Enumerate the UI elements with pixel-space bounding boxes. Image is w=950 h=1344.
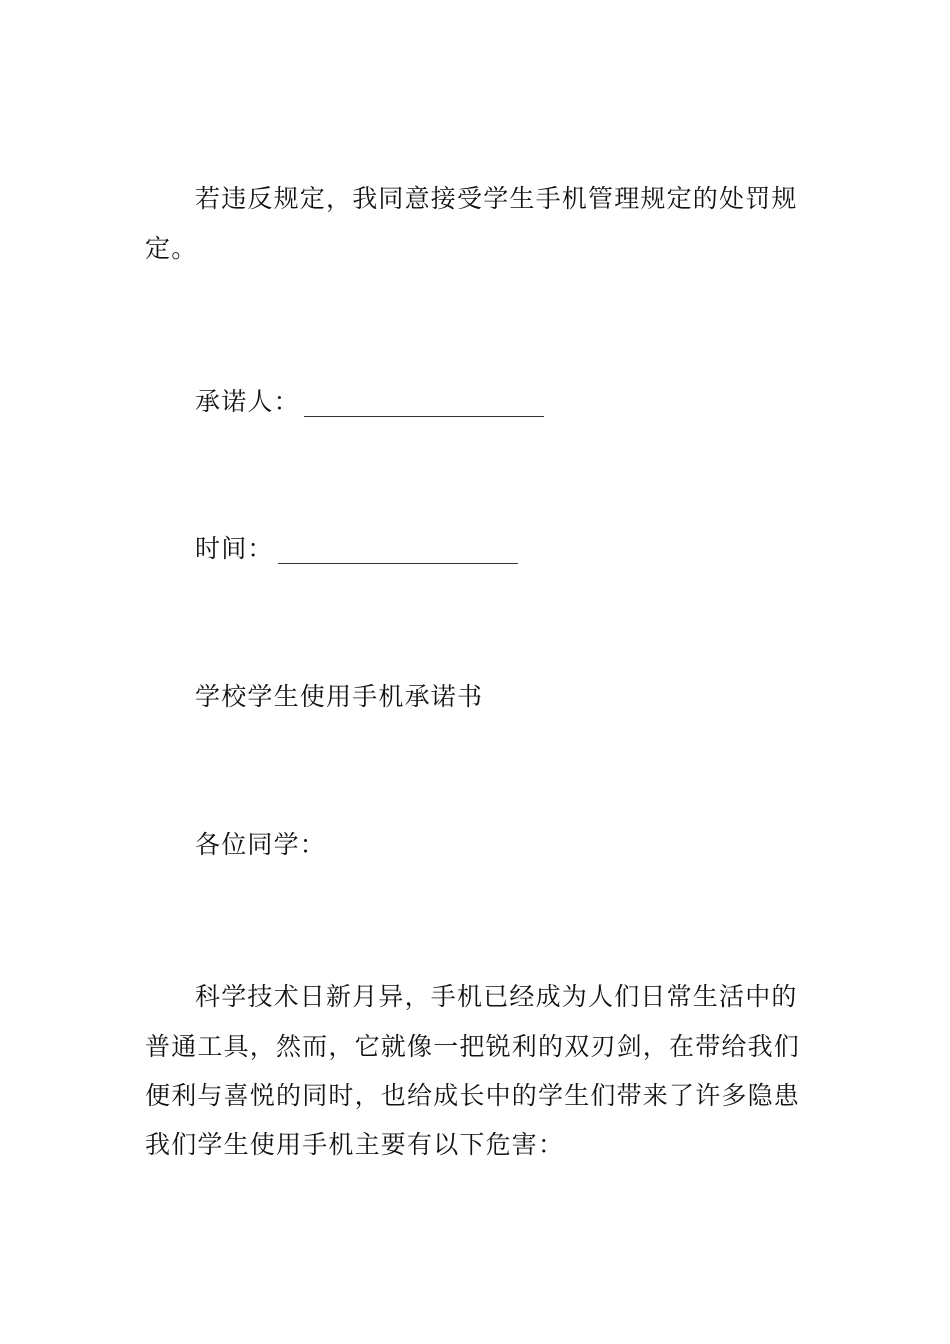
salutation: 各位同学： (195, 830, 327, 859)
time-blank[interactable] (278, 541, 518, 564)
time-row (195, 534, 865, 564)
promisor-label: 承诺人： (195, 387, 300, 416)
paragraph-2-line-2: 普通工具，然而，它就像一把锐利的双刃剑，在带给我们 (145, 1032, 801, 1061)
document-heading: 学校学生使用手机承诺书 (195, 682, 484, 711)
paragraph-1-line-2: 定。 (145, 234, 198, 263)
time-label: 时间： (195, 534, 274, 563)
paragraph-2-line-1: 科学技术日新月异，手机已经成为人们日常生活中的 (195, 982, 798, 1011)
promisor-row (195, 387, 865, 417)
paragraph-2-line-3: 便利与喜悦的同时，也给成长中的学生们带来了许多隐患 (145, 1081, 801, 1110)
promisor-signature-blank[interactable] (304, 394, 544, 417)
paragraph-2-line-4: 我们学生使用手机主要有以下危害： (145, 1130, 565, 1159)
paragraph-1-line-1: 若违反规定，我同意接受学生手机管理规定的处罚规 (195, 184, 798, 213)
